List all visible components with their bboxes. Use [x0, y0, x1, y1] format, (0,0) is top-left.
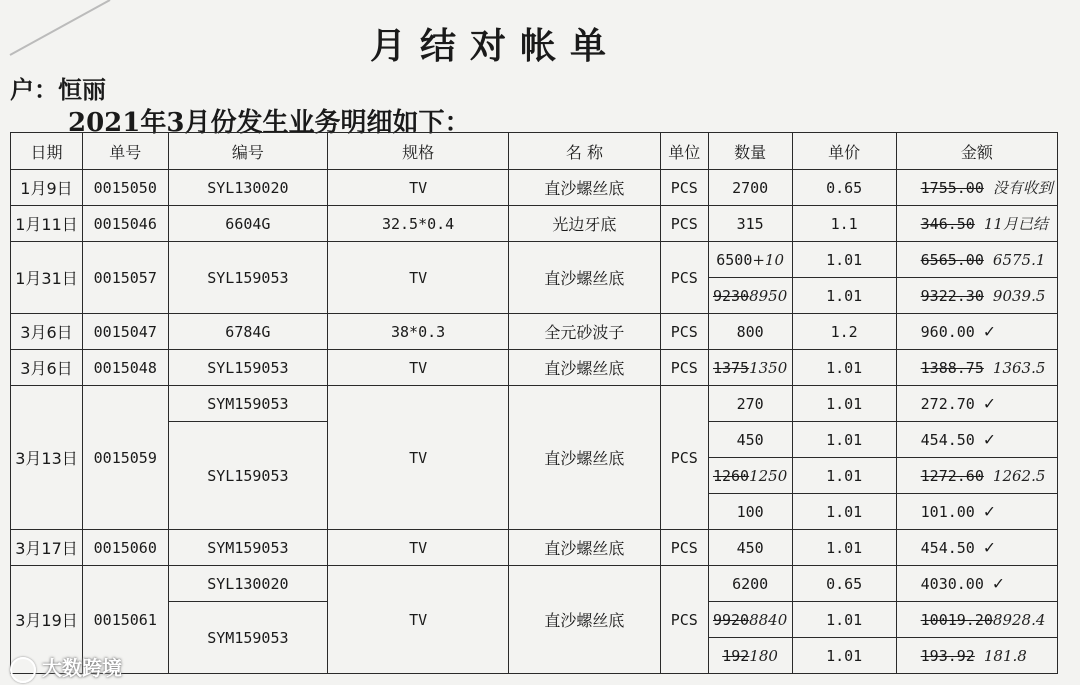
- cell-unit-price: 1.1: [792, 206, 896, 242]
- cell-unit-price: 0.65: [792, 170, 896, 206]
- handwritten-note: 1363.5: [992, 358, 1046, 377]
- cell-date: 3月13日: [11, 386, 83, 530]
- cell-quantity: 450: [708, 422, 792, 458]
- handwritten-note: 8950: [749, 286, 788, 305]
- cell-name: 直沙螺丝底: [508, 350, 660, 386]
- cell-quantity: [708, 242, 792, 278]
- cell-spec: 38*0.3: [328, 314, 509, 350]
- cell-unit-price: 1.01: [792, 494, 896, 530]
- cell-code: SYL130020: [168, 170, 328, 206]
- watermark: [10, 652, 122, 683]
- cell-date: 1月31日: [11, 242, 83, 314]
- statement-subtitle: 2021年3月份发生业务明细如下：: [68, 108, 471, 138]
- cell-amount: [896, 458, 1057, 494]
- cell-amount: [896, 566, 1057, 602]
- check-mark-icon: ✓: [983, 321, 995, 342]
- cell-unit: PCS: [660, 386, 708, 530]
- cell-code: SYM159053: [168, 386, 328, 422]
- cell-order-no: 0015060: [82, 530, 168, 566]
- cell-unit-price: 1.01: [792, 350, 896, 386]
- cell-unit: PCS: [660, 530, 708, 566]
- cell-unit-price: 1.2: [792, 314, 896, 350]
- amount-struck: 9322.30: [920, 286, 984, 305]
- cell-order-no: 0015047: [82, 314, 168, 350]
- cell-code: SYL130020: [168, 566, 328, 602]
- handwritten-note: 9039.5: [992, 286, 1046, 305]
- cell-unit-price: 1.01: [792, 278, 896, 314]
- cell-spec: TV: [328, 386, 509, 530]
- table-row: [11, 350, 1058, 386]
- cell-code: 6604G: [168, 206, 328, 242]
- cell-amount: [896, 206, 1057, 242]
- cell-amount: [896, 386, 1057, 422]
- cell-unit-price: 1.01: [792, 386, 896, 422]
- cell-date: 3月19日: [11, 566, 83, 674]
- amount-value: 272.70: [920, 395, 975, 413]
- cell-unit: PCS: [660, 170, 708, 206]
- amount-value: 454.50: [920, 539, 975, 557]
- cell-order-no: 0015050: [82, 170, 168, 206]
- table-row: [11, 206, 1058, 242]
- cell-order-no: 0015057: [82, 242, 168, 314]
- handwritten-note: +10: [752, 250, 785, 269]
- customer-label: 户：恒丽: [10, 76, 106, 104]
- document-title: 月结对帐单: [370, 26, 621, 67]
- table-row: [11, 242, 1058, 278]
- cell-amount: [896, 170, 1057, 206]
- cell-unit-price: 1.01: [792, 242, 896, 278]
- qty-struck: 192: [722, 646, 750, 665]
- cell-quantity: [708, 602, 792, 638]
- handwritten-note: 1350: [749, 358, 788, 377]
- qty-struck: 9230: [712, 286, 750, 305]
- cell-order-no: 0015046: [82, 206, 168, 242]
- cell-date: 1月11日: [11, 206, 83, 242]
- cell-unit: PCS: [660, 350, 708, 386]
- cell-spec: TV: [328, 170, 509, 206]
- amount-struck: 6565.00: [920, 250, 984, 269]
- check-mark-icon: ✓: [983, 537, 995, 558]
- check-mark-icon: ✓: [983, 429, 995, 450]
- cell-amount: [896, 638, 1057, 674]
- cell-code: SYL159053: [168, 350, 328, 386]
- cell-unit: PCS: [660, 314, 708, 350]
- cell-code: SYL159053: [168, 422, 328, 530]
- handwritten-note: 没有收到: [992, 179, 1053, 197]
- amount-struck: 1755.00: [920, 179, 984, 197]
- cell-amount: [896, 278, 1057, 314]
- cell-unit-price: 1.01: [792, 530, 896, 566]
- cell-quantity: [708, 458, 792, 494]
- cell-quantity: [708, 350, 792, 386]
- cell-amount: [896, 602, 1057, 638]
- handwritten-note: 11月已结: [983, 215, 1048, 233]
- cell-code: SYM159053: [168, 602, 328, 674]
- cell-code: SYL159053: [168, 242, 328, 314]
- cell-quantity: 2700: [708, 170, 792, 206]
- cell-date: 1月9日: [11, 170, 83, 206]
- cell-amount: [896, 422, 1057, 458]
- cell-spec: TV: [328, 242, 509, 314]
- cell-date: 3月6日: [11, 314, 83, 350]
- amount-value: 960.00: [920, 323, 975, 341]
- amount-struck: 1272.60: [920, 466, 984, 485]
- amount-struck: 1388.75: [920, 358, 984, 377]
- qty-value: 6500: [716, 250, 753, 269]
- table-row: [11, 170, 1058, 206]
- cell-unit-price: 1.01: [792, 422, 896, 458]
- cell-name: 直沙螺丝底: [508, 386, 660, 530]
- cell-spec: TV: [328, 530, 509, 566]
- header-order-no: 单号: [82, 133, 168, 170]
- cell-date: 3月17日: [11, 530, 83, 566]
- cell-code: SYM159053: [168, 530, 328, 566]
- cell-name: 直沙螺丝底: [508, 242, 660, 314]
- cell-unit-price: 1.01: [792, 638, 896, 674]
- cell-spec: TV: [328, 566, 509, 674]
- header-code: 编号: [168, 133, 328, 170]
- qty-struck: 1375: [712, 358, 750, 377]
- cell-amount: [896, 530, 1057, 566]
- cell-order-no: 0015048: [82, 350, 168, 386]
- cell-quantity: 450: [708, 530, 792, 566]
- cell-code: 6784G: [168, 314, 328, 350]
- paper-fold-mark: [0, 0, 120, 60]
- handwritten-note: 6575.1: [992, 250, 1046, 269]
- amount-value: 101.00: [920, 503, 975, 521]
- table-row: [11, 314, 1058, 350]
- cell-unit: PCS: [660, 206, 708, 242]
- cell-order-no: 0015061: [82, 566, 168, 674]
- cell-name: 光边牙底: [508, 206, 660, 242]
- cell-quantity: [708, 278, 792, 314]
- header-name: 名 称: [508, 133, 660, 170]
- amount-struck: 193.92: [920, 646, 975, 665]
- cell-name: 全元砂波子: [508, 314, 660, 350]
- cell-spec: 32.5*0.4: [328, 206, 509, 242]
- cell-unit: PCS: [660, 242, 708, 314]
- cell-name: 直沙螺丝底: [508, 170, 660, 206]
- amount-struck: 10019.20: [920, 610, 993, 629]
- cell-unit: PCS: [660, 566, 708, 674]
- table-row: [11, 566, 1058, 602]
- table-row: [11, 530, 1058, 566]
- handwritten-note: 8928.4: [992, 610, 1046, 629]
- cell-date: 3月6日: [11, 350, 83, 386]
- header-spec: 规格: [328, 133, 509, 170]
- cell-amount: [896, 314, 1057, 350]
- handwritten-note: 1250: [749, 466, 788, 485]
- cell-amount: [896, 494, 1057, 530]
- cell-quantity: [708, 638, 792, 674]
- table-header-row: [11, 133, 1058, 170]
- cell-spec: TV: [328, 350, 509, 386]
- watermark-text: 大数跨境: [42, 656, 122, 680]
- header-unit: 单位: [660, 133, 708, 170]
- qty-struck: 9920: [712, 610, 750, 629]
- cell-quantity: 315: [708, 206, 792, 242]
- handwritten-note: 1262.5: [992, 466, 1046, 485]
- handwritten-note: 8840: [749, 610, 788, 629]
- header-amount: 金额: [896, 133, 1057, 170]
- cell-amount: [896, 350, 1057, 386]
- cell-name: 直沙螺丝底: [508, 530, 660, 566]
- check-mark-icon: ✓: [992, 573, 1004, 594]
- cell-name: 直沙螺丝底: [508, 566, 660, 674]
- statement-table: [10, 132, 1058, 674]
- header-quantity: 数量: [708, 133, 792, 170]
- cell-quantity: 6200: [708, 566, 792, 602]
- weibo-logo-icon: [10, 657, 36, 683]
- check-mark-icon: ✓: [983, 393, 995, 414]
- cell-order-no: 0015059: [82, 386, 168, 530]
- cell-quantity: 800: [708, 314, 792, 350]
- qty-struck: 1260: [712, 466, 750, 485]
- handwritten-note: 181.8: [983, 646, 1027, 665]
- amount-value: 454.50: [920, 431, 975, 449]
- cell-unit-price: 0.65: [792, 566, 896, 602]
- cell-unit-price: 1.01: [792, 458, 896, 494]
- cell-unit-price: 1.01: [792, 602, 896, 638]
- cell-amount: [896, 242, 1057, 278]
- table-row: [11, 386, 1058, 422]
- amount-value: 4030.00: [920, 575, 984, 593]
- header-date: 日期: [11, 133, 83, 170]
- handwritten-note: 180: [749, 646, 778, 665]
- amount-struck: 346.50: [920, 215, 975, 233]
- cell-quantity: 100: [708, 494, 792, 530]
- check-mark-icon: ✓: [983, 501, 995, 522]
- header-unit-price: 单价: [792, 133, 896, 170]
- cell-quantity: 270: [708, 386, 792, 422]
